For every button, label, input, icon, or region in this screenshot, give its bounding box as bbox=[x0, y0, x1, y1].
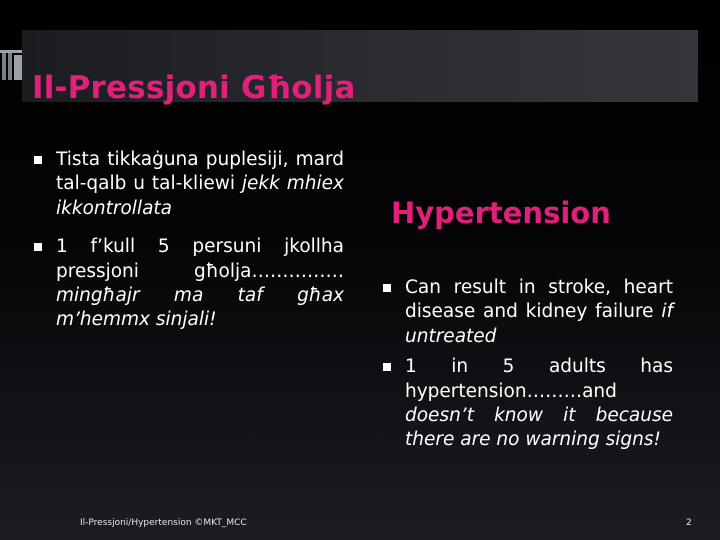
corner-decoration bbox=[8, 52, 12, 80]
bullet-text: Tista tikkaġuna puplesiji, mard tal-qalb u tal-kliewi bbox=[56, 149, 344, 195]
english-bullet-list bbox=[383, 276, 673, 453]
bullet-italic-text: mingħajr ma taf għax m’hemmx sinjali! bbox=[56, 285, 344, 331]
bullet-italic-text: jekk mhiex ikkontrollata bbox=[56, 173, 344, 219]
bullet-text: 1 f’kull 5 persuni jkollha pressjoni għolja…………… bbox=[56, 236, 344, 282]
bullet-item bbox=[383, 355, 673, 453]
slide-footer: Il-Pressjoni/Hypertension ©MKT_MCC bbox=[80, 518, 247, 528]
square-bullet-icon bbox=[34, 156, 42, 164]
section-heading: Hypertension bbox=[391, 196, 611, 230]
bullet-text: 1 in 5 adults has hypertension………and bbox=[405, 356, 673, 402]
bullet-item bbox=[383, 276, 673, 349]
corner-decoration bbox=[14, 55, 22, 80]
corner-decoration bbox=[2, 52, 6, 80]
right-column bbox=[383, 196, 673, 453]
slide-title: Il-Pressjoni Għolja bbox=[32, 70, 356, 106]
square-bullet-icon bbox=[34, 243, 42, 251]
bullet-italic-text: doesn’t know it because there are no warning signs! bbox=[405, 405, 673, 451]
corner-decoration bbox=[0, 50, 22, 53]
bullet-text: Can result in stroke, heart disease and kidney failure bbox=[405, 277, 673, 323]
page-number: 2 bbox=[686, 518, 692, 528]
left-column bbox=[34, 148, 344, 333]
square-bullet-icon bbox=[383, 363, 391, 371]
bullet-item bbox=[34, 148, 344, 221]
bullet-item bbox=[34, 235, 344, 333]
square-bullet-icon bbox=[383, 284, 391, 292]
maltese-bullet-list bbox=[34, 148, 344, 333]
bullet-italic-text: if untreated bbox=[405, 301, 673, 347]
